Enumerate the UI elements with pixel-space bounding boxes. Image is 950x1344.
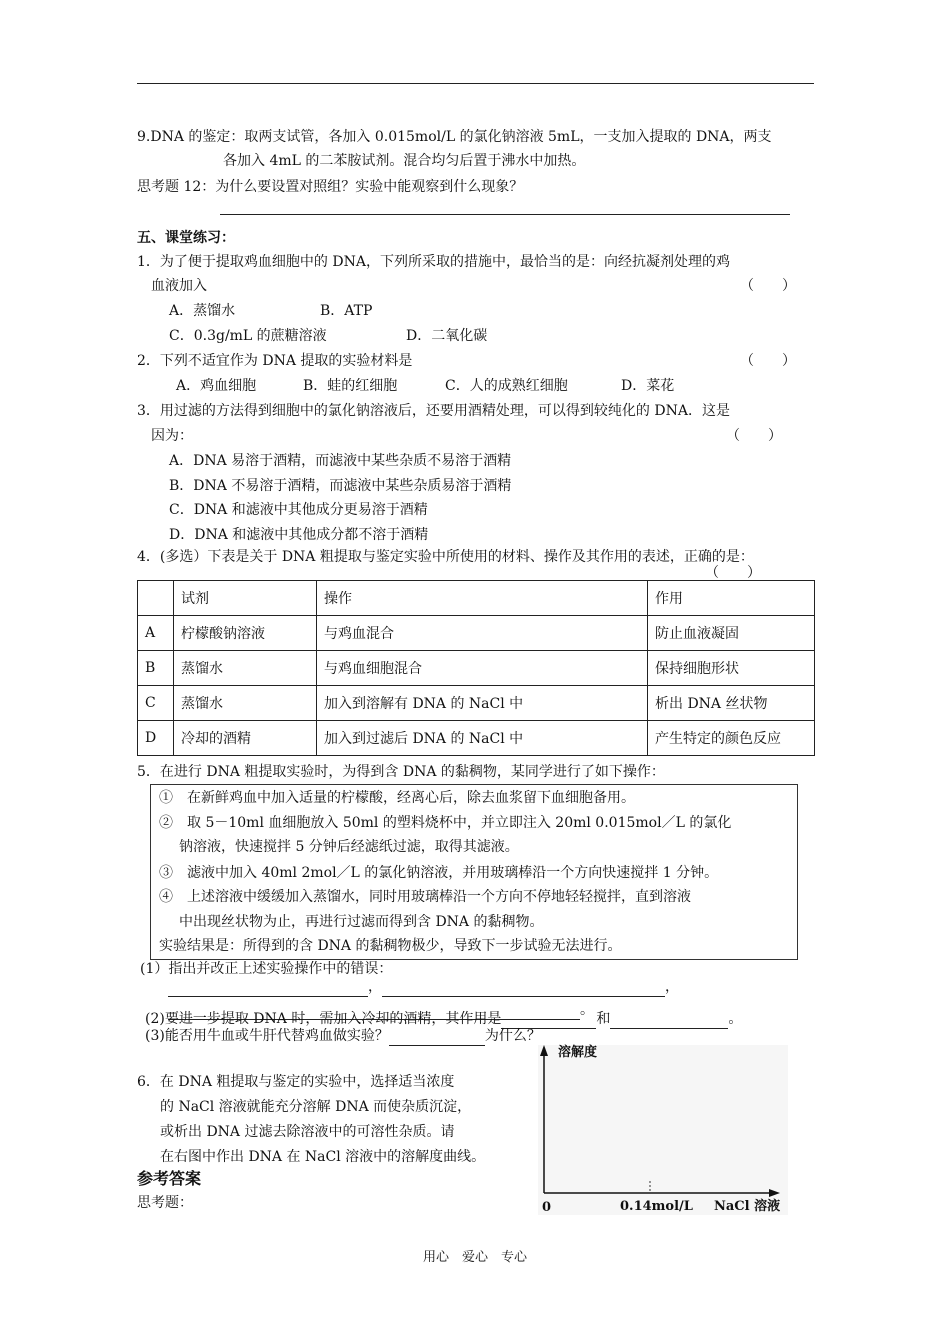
- table-cell: 产生特定的颜色反应: [648, 721, 815, 756]
- page-footer: 用心 爱心 专心: [422, 1250, 527, 1265]
- table-row: [138, 686, 815, 721]
- comma: ，: [368, 979, 382, 995]
- ex2-line1: 2．下列不适宜作为 DNA 提取的实验材料是: [137, 353, 413, 369]
- step-1: ① 在新鲜鸡血中加入适量的柠檬酸，经离心后，除去血浆留下血细胞备用。: [159, 790, 635, 806]
- ex1-line1: 1．为了便于提取鸡血细胞中的 DNA，下列所采取的措施中，最恰当的是：向经抗凝剂处理的鸡: [137, 254, 730, 270]
- blank-line: [382, 982, 665, 997]
- ex6-line3: 或析出 DNA 过滤去除溶液中的可溶性杂质。请: [160, 1124, 455, 1140]
- table-cell: 保持细胞形状: [648, 651, 815, 686]
- table-header-cell: [138, 581, 174, 616]
- q9-line2: 各加入 4mL 的二苯胺试剂。混合均匀后置于沸水中加热。: [223, 153, 586, 169]
- answers-think: 思考题：: [137, 1195, 193, 1211]
- ex2-option-a: A．鸡血细胞: [176, 378, 257, 394]
- ex4-table: [137, 580, 815, 756]
- ex3-option-d: D．DNA 和滤液中其他成分都不溶于酒精: [169, 527, 429, 543]
- answers-title: 参考答案: [137, 1169, 202, 1188]
- ex3-option-a: A．DNA 易溶于酒精，而滤液中某些杂质不易溶于酒精: [169, 453, 512, 469]
- answer-line: [220, 214, 790, 215]
- ex5-q1: (1）指出并改正上述实验操作中的错误：: [140, 961, 393, 977]
- table-cell: 加入到过滤后 DNA 的 NaCl 中: [317, 721, 648, 756]
- q2-text: (2)要进一步提取 DNA 时，需加入冷却的酒精，其作用是: [145, 1011, 502, 1027]
- table-header-cell: 作用: [648, 581, 815, 616]
- ex5-q3: [145, 1026, 541, 1046]
- ex3-line1: 3．用过滤的方法得到细胞中的氯化钠溶液后，还要用酒精处理，可以得到较纯化的 DNA．这是: [137, 403, 730, 419]
- q2-and: 和: [596, 1011, 611, 1027]
- table-cell: 析出 DNA 丝状物: [648, 686, 815, 721]
- x-axis-label: NaCl 溶液: [714, 1199, 781, 1214]
- table-cell: 加入到溶解有 DNA 的 NaCl 中: [317, 686, 648, 721]
- ex6-line1: 6．在 DNA 粗提取与鉴定的实验中，选择适当浓度: [137, 1074, 455, 1090]
- section-title: 五、课堂练习：: [137, 230, 235, 246]
- table-cell: 与鸡血混合: [317, 616, 648, 651]
- table-cell: 与鸡血细胞混合: [317, 651, 648, 686]
- q3-text: (3)能否用牛血或牛肝代替鸡血做实验？: [145, 1028, 389, 1044]
- ex6-line4: 在右图中作出 DNA 在 NaCl 溶液中的溶解度曲线。: [160, 1149, 486, 1165]
- think-question-12: 思考题 12：为什么要设置对照组？实验中能观察到什么现象？: [137, 179, 524, 195]
- ex5-line1: 5．在进行 DNA 粗提取实验时，为得到含 DNA 的黏稠物，某同学进行了如下操作：: [137, 764, 665, 780]
- ex2-option-b: B．蛙的红细胞: [303, 378, 398, 394]
- y-axis-label: 溶解度: [558, 1045, 598, 1060]
- x-axis-arrow-icon: [769, 1189, 780, 1197]
- ex6-line2: 的 NaCl 溶液就能充分溶解 DNA 而使杂质沉淀，: [160, 1099, 472, 1115]
- solubility-graph: [538, 1045, 788, 1215]
- period: 。: [580, 1002, 594, 1018]
- ex2-answer-paren: （ ）: [740, 353, 796, 369]
- solubility-axes: [538, 1045, 788, 1215]
- ex3-option-c: C．DNA 和滤液中其他成分更易溶于酒精: [169, 502, 428, 518]
- blank-line: [389, 1031, 485, 1046]
- table-row: [138, 616, 815, 651]
- ex2-option-c: C．人的成熟红细胞: [445, 378, 568, 394]
- ex1-option-a: A．蒸馏水: [169, 303, 236, 319]
- x-tick-label: 0.14mol/L: [620, 1199, 693, 1214]
- table-cell: 防止血液凝固: [648, 616, 815, 651]
- comma: ，: [665, 979, 679, 995]
- table-cell: 蒸馏水: [174, 651, 317, 686]
- ex1-answer-paren: （ ）: [740, 278, 796, 294]
- ex5-procedure-box: [150, 784, 798, 960]
- table-header-cell: 操作: [317, 581, 648, 616]
- table-cell: 蒸馏水: [174, 686, 317, 721]
- ex3-answer-paren: （ ）: [726, 428, 782, 444]
- table-cell: A: [138, 616, 174, 651]
- table-cell: 柠檬酸钠溶液: [174, 616, 317, 651]
- step-2-line2: 钠溶液，快速搅拌 5 分钟后经滤纸过滤，取得其滤液。: [179, 839, 519, 855]
- ex5-q1-answer-row1: [168, 977, 679, 997]
- step-2-line1: ② 取 5－10ml 血细胞放入 50ml 的塑料烧杯中，并立即注入 20ml 0.015mol／L 的氯化: [159, 815, 732, 831]
- experiment-result: 实验结果是：所得到的含 DNA 的黏稠物极少，导致下一步试验无法进行。: [159, 938, 622, 954]
- ex1-option-c: C．0.3g/mL 的蔗糖溶液: [169, 328, 327, 344]
- table-cell: C: [138, 686, 174, 721]
- ex3-option-b: B．DNA 不易溶于酒精，而滤液中某些杂质易溶于酒精: [169, 478, 512, 494]
- table-header-row: [138, 581, 815, 616]
- ex4-line1: 4．(多选）下表是关于 DNA 粗提取与鉴定实验中所使用的材料、操作及其作用的表述，正确的是：: [137, 549, 754, 565]
- ex2-option-d: D．菜花: [621, 378, 675, 394]
- blank-line: [610, 1014, 728, 1029]
- table-row: [138, 721, 815, 756]
- y-axis-arrow-icon: [540, 1045, 548, 1056]
- header-rule: [137, 83, 814, 84]
- ex1-line2: 血液加入: [151, 278, 207, 294]
- ex4-answer-paren: （ ）: [705, 565, 761, 581]
- q9-line1: 9.DNA 的鉴定：取两支试管，各加入 0.015mol/L 的氯化钠溶液 5mL，一支加入提取的 DNA，两支: [137, 129, 772, 145]
- table-row: [138, 651, 815, 686]
- table-cell: B: [138, 651, 174, 686]
- table-cell: D: [138, 721, 174, 756]
- ex1-option-d: D．二氧化碳: [406, 328, 488, 344]
- origin-label: 0: [542, 1200, 552, 1215]
- table-cell: 冷却的酒精: [174, 721, 317, 756]
- period: 。: [728, 1011, 743, 1027]
- table-header-cell: 试剂: [174, 581, 317, 616]
- q3-why: 为什么？: [484, 1028, 541, 1044]
- ex3-line2: 因为：: [151, 428, 193, 444]
- blank-line: [168, 982, 368, 997]
- step-4-line1: ④ 上述溶液中缓缓加入蒸馏水，同时用玻璃棒沿一个方向不停地轻轻搅拌，直到溶液: [159, 889, 691, 905]
- step-4-line2: 中出现丝状物为止，再进行过滤而得到含 DNA 的黏稠物。: [179, 914, 544, 930]
- ex1-option-b: B．ATP: [320, 303, 373, 319]
- step-3: ③ 滤液中加入 40ml 2mol／L 的氯化钠溶液，并用玻璃棒沿一个方向快速搅拌 1 分钟。: [159, 865, 719, 881]
